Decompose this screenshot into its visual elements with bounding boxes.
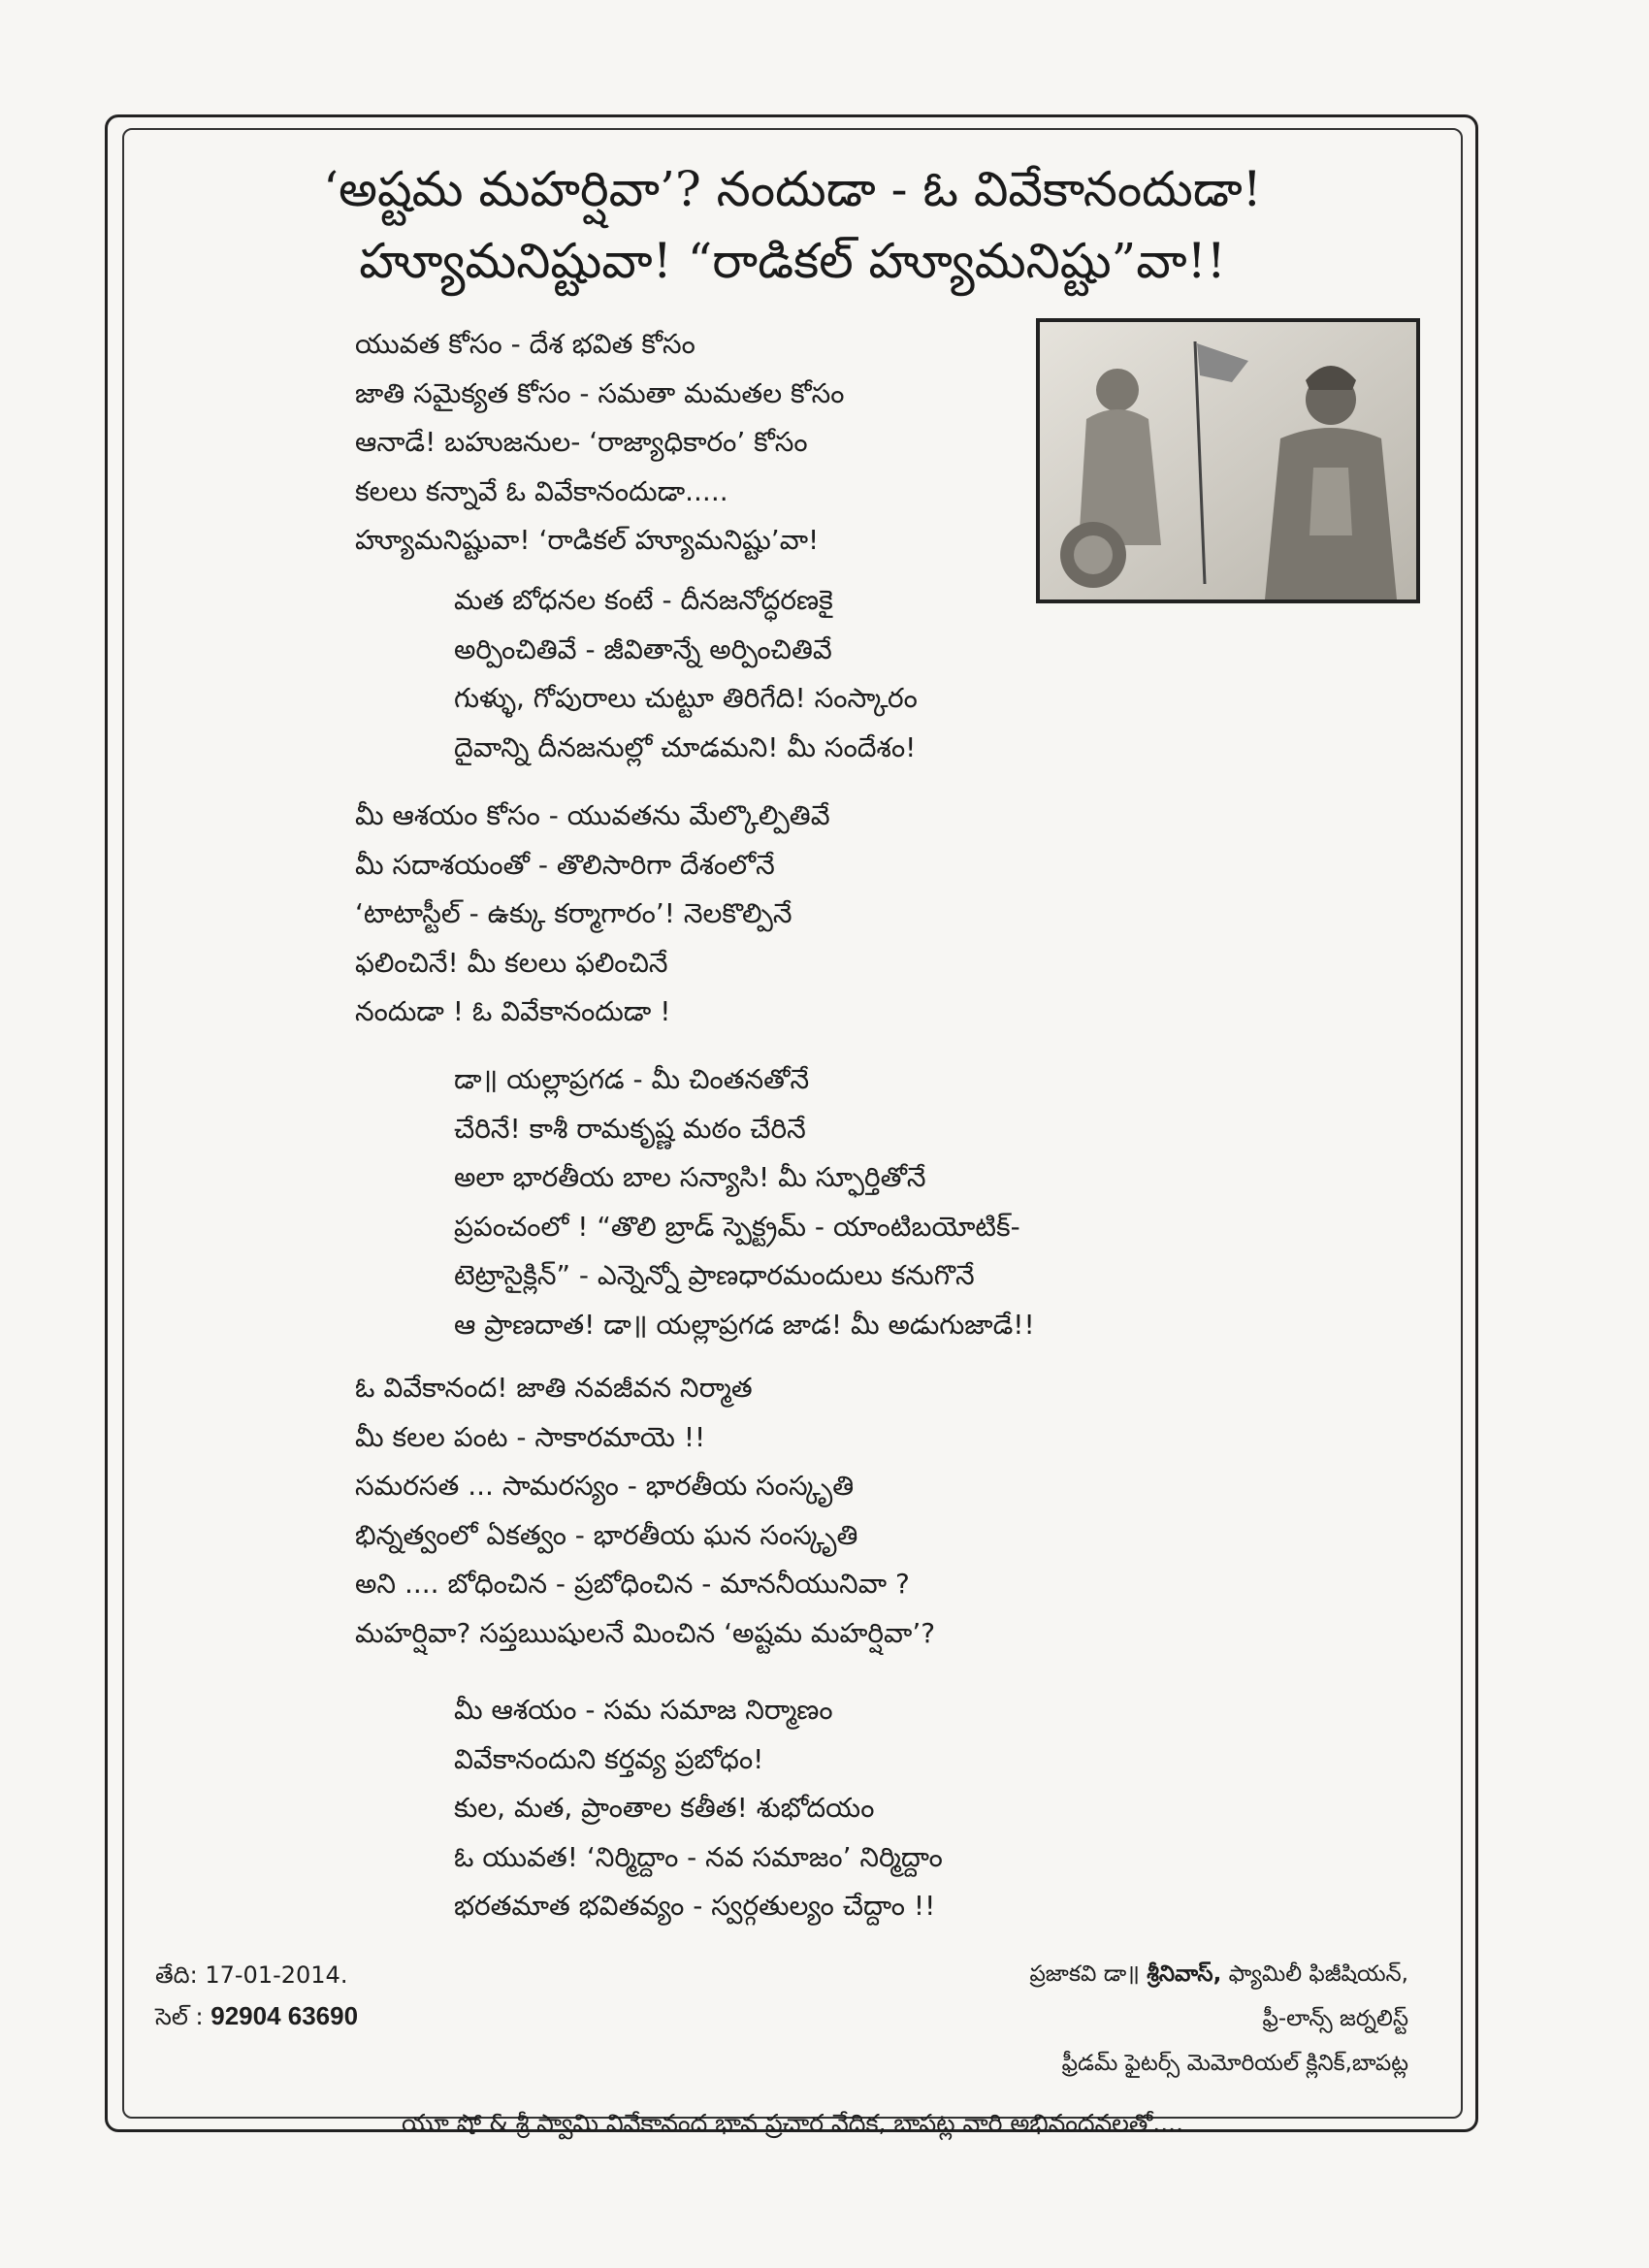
- verse-line: జాతి సమైక్యత కోసం - సమతా మమతల కోసం: [355, 376, 845, 409]
- verse-line: భిన్నత్వంలో ఏకత్వం - భారతీయ ఘన సంస్కృతి: [355, 1518, 858, 1551]
- verse-line: కలలు కన్నావే ఓ వివేకానందుడా.....: [355, 474, 728, 507]
- date-value: 17-01-2014.: [205, 1961, 348, 1989]
- verse-line: కుల, మత, ప్రాంతాల కతీత! శుభోదయం: [454, 1792, 875, 1824]
- verse-line: వివేకానందుని కర్తవ్య ప్రబోధం!: [454, 1742, 764, 1775]
- verse-line: ఫలించినే! మీ కలలు ఫలించినే: [355, 946, 668, 979]
- verse-line: అలా భారతీయ బాల సన్యాసి! మీ స్ఫూర్తితోనే: [454, 1161, 926, 1193]
- verse-line: ప్రపంచంలో ! “తొలి బ్రాడ్ స్పెక్ట్రమ్ - యాంటిబయోటిక్-: [454, 1210, 1020, 1243]
- stanza-6: [454, 1686, 943, 1931]
- title-line-2: హ్యూమనిష్టువా! “రాడికల్ హ్యూమనిష్టు”వా!!: [359, 233, 1226, 289]
- stanza-1: [355, 320, 844, 566]
- signature-suffix: ఫ్యామిలీ ఫిజీషియన్,: [1221, 1961, 1408, 1987]
- phone-line: [155, 1991, 358, 2042]
- verse-line: హ్యూమనిష్టువా! ‘రాడికల్ హ్యూమనిష్టు’వా!: [355, 524, 820, 556]
- author-name: శ్రీనివాస్,: [1147, 1961, 1222, 1987]
- signature-line-3: ఫ్రీడమ్ ఫైటర్స్ మెమోరియల్ క్లినిక్,బాపట్ల: [1061, 2051, 1408, 2076]
- verse-line: అర్పించితివే - జీవితాన్నే అర్పించితివే: [454, 632, 832, 665]
- title-line-1: ‘అష్టమ మహర్షివా’? నందుడా - ఓ వివేకానందుడా!: [323, 161, 1262, 217]
- verse-line: ‘టాటాస్టీల్ - ఉక్కు కర్మాగారం’! నెలకొల్పినే: [355, 897, 792, 929]
- verse-line: దైవాన్ని దీనజనుల్లో చూడమని! మీ సందేశం!: [454, 730, 917, 763]
- verse-line: మత బోధనల కంటే - దీనజనోద్ధరణకై: [454, 584, 833, 616]
- verse-line: ఓ యువత! ‘నిర్మిద్దాం - నవ సమాజం’ నిర్మిద్దాం: [454, 1840, 943, 1873]
- verse-line: మీ ఆశయం కోసం - యువతను మేల్కొల్పితివే: [355, 799, 830, 831]
- verse-line: సమరసత ... సామరస్యం - భారతీయ సంస్కృతి: [355, 1470, 855, 1502]
- verse-line: మీ సదాశయంతో - తొలిసారిగా దేశంలోనే: [355, 848, 775, 881]
- verse-line: ఓ వివేకానంద! జాతి నవజీవన నిర్మాత: [355, 1372, 753, 1404]
- verse-line: మహర్షివా? సప్తఋషులనే మించిన ‘అష్టమ మహర్షివా’?: [355, 1616, 936, 1649]
- verse-line: భరతమాత భవితవ్యం - స్వర్గతుల్యం చేద్దాం !!: [454, 1890, 936, 1922]
- stanza-2: [454, 576, 918, 772]
- verse-line: నందుడా ! ఓ వివేకానందుడా !: [355, 995, 671, 1027]
- author-signature: [1029, 1952, 1408, 2086]
- vivekananda-bharatmata-photo: [1036, 318, 1420, 603]
- verse-line: డా॥ యల్లాప్రగడ - మీ చింతనతోనే: [454, 1063, 810, 1095]
- verse-line: గుళ్ళు, గోపురాలు చుట్టూ తిరిగేది! సంస్కారం: [454, 682, 918, 714]
- verse-line: మీ ఆశయం - సమ సమాజ నిర్మాణం: [454, 1694, 833, 1726]
- phone-label: సెల్ :: [155, 2003, 204, 2030]
- verse-line: ఆ ప్రాణదాత! డా॥ యల్లాప్రగడ జాడ! మీ అడుగుజాడే!!: [454, 1308, 1035, 1341]
- verse-line: అని .... బోధించిన - ప్రబోధించిన - మాననీయునివా ?: [355, 1568, 910, 1600]
- signature-line-1: [1029, 1952, 1408, 1996]
- signature-prefix: ప్రజాకవి డా॥: [1029, 1961, 1148, 1987]
- stanza-4: [454, 1055, 1035, 1349]
- verse-line: ఆనాడే! బహుజనుల- ‘రాజ్యాధికారం’ కోసం: [355, 426, 808, 458]
- signature-line-2: ఫ్రీ-లాన్స్ జర్నలిస్ట్: [1262, 2006, 1408, 2031]
- stanza-3: [355, 792, 830, 1037]
- verse-line: టెట్రాసైక్లిన్” - ఎన్నెన్నో ప్రాణధారమందులు కనుగొనే: [454, 1259, 975, 1291]
- date-label: తేది:: [155, 1961, 198, 1989]
- verse-line: చేరినే! కాశీ రామకృష్ణ మఠం చేరినే: [454, 1112, 806, 1145]
- footer-greeting: యూ షో & శ్రీ స్వామి వివేకానంద భావ ప్రచార వేదిక, బాపట్ల వారి అభినందనలతో....: [401, 2109, 1184, 2137]
- stanza-5: [355, 1364, 935, 1658]
- verse-line: యువత కోసం - దేశ భవిత కోసం: [355, 328, 695, 360]
- phone-number: 92904 63690: [210, 2001, 359, 2030]
- verse-line: మీ కలల పంట - సాకారమాయె !!: [355, 1420, 706, 1453]
